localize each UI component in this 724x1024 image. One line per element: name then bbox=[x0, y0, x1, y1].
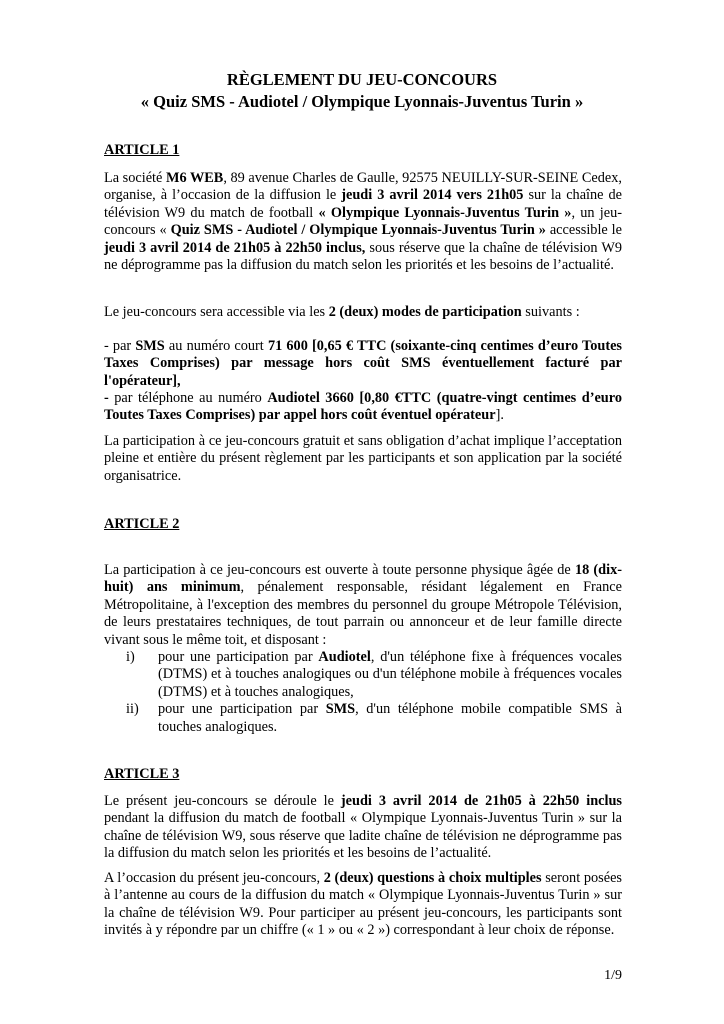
article-2-heading: ARTICLE 2 bbox=[104, 516, 180, 532]
bold-text-run: jeudi 3 avril 2014 de 21h05 à 22h50 inclus bbox=[340, 793, 622, 809]
article-3-heading: ARTICLE 3 bbox=[104, 766, 180, 782]
text-run: pendant la diffusion du match de football « Olympique Lyonnais-Juventus Turin » sur la chaîne de télévision W9, sous réserve que ladite chaîne de télévision ne déprogramme pas la diffusion du match selon les priorités et les besoins de l’actualité. bbox=[104, 810, 622, 862]
bold-text-run: 2 (deux) questions à choix multiples bbox=[323, 870, 542, 886]
text-run: , 89 avenue Charles de Gaulle, 92575 NEUILLY-SUR-SEINE Cedex, organise, à l’occasion de la diffusion le bbox=[104, 170, 622, 204]
page-number: 1/9 bbox=[604, 968, 622, 983]
document-subtitle: « Quiz SMS - Audiotel / Olympique Lyonnais-Juventus Turin » bbox=[140, 92, 584, 111]
text-run: Le présent jeu-concours se déroule le bbox=[104, 793, 341, 809]
bold-text-run: SMS bbox=[135, 338, 165, 354]
article-1-audiotel-mode bbox=[104, 390, 622, 425]
bold-text-run: Quiz SMS - Audiotel / Olympique Lyonnais-Juventus Turin » bbox=[170, 222, 546, 239]
article-1-heading: ARTICLE 1 bbox=[104, 142, 180, 158]
text-run: , pénalement responsable, résidant légalement en France Métropolitaine, à l'exception des membres du personnel du groupe Métropole Télévision, de leurs prestataires techniques, de tout parrain ou annonceur et de leur famille directe vivant sous le même toit, et disposant : bbox=[104, 579, 622, 648]
bold-text-run: - bbox=[104, 390, 109, 406]
text-run: La société bbox=[104, 170, 166, 186]
text-run: Le jeu-concours sera accessible via les bbox=[104, 304, 329, 320]
article-2-list bbox=[104, 649, 622, 736]
document-title: RÈGLEMENT DU JEU-CONCOURS bbox=[226, 70, 498, 89]
text-run: au numéro court bbox=[164, 338, 268, 354]
bold-text-run: jeudi 3 avril 2014 vers 21h05 bbox=[341, 187, 524, 204]
list-item-number: i) bbox=[126, 649, 135, 665]
text-run: sur la chaîne de télévision W9 du match de football bbox=[104, 187, 622, 221]
list-item bbox=[104, 701, 622, 736]
text-run: La participation à ce jeu-concours est ouverte à toute personne physique âgée de bbox=[104, 562, 575, 578]
article-1-paragraph bbox=[104, 170, 622, 274]
bold-text-run: 2 (deux) modes de participation bbox=[328, 304, 522, 320]
text-run: suivants : bbox=[521, 304, 580, 320]
article-1-modes-intro bbox=[104, 304, 622, 321]
text-run: sous réserve que la chaîne de télévision W9 ne déprogramme pas la diffusion du match selon les priorités et les besoins de l’actualité. bbox=[104, 239, 622, 274]
article-3-questions bbox=[104, 870, 622, 940]
list-item-text bbox=[158, 649, 622, 700]
text-run: , d'un téléphone mobile compatible SMS à touches analogiques. bbox=[158, 701, 622, 735]
list-item-text bbox=[158, 701, 622, 734]
article-3-paragraph bbox=[104, 793, 622, 863]
bold-text-run: « Olympique Lyonnais-Juventus Turin » bbox=[318, 204, 572, 221]
text-run: , un jeu-concours « bbox=[104, 204, 622, 239]
article-1-acceptance bbox=[104, 433, 622, 485]
text-run: ]. bbox=[495, 407, 504, 424]
list-item bbox=[104, 649, 622, 701]
text-run: - par bbox=[104, 338, 136, 354]
text-run: accessible le bbox=[545, 222, 622, 239]
text-run: par téléphone au numéro bbox=[108, 390, 268, 406]
bold-text-run: Audiotel 3660 [0,80 €TTC (quatre-vingt centimes d’euro Toutes Taxes Comprises) par appel hors coût éventuel opérateur bbox=[104, 390, 622, 424]
list-item-number: ii) bbox=[126, 701, 139, 718]
text-run: pour une participation par bbox=[158, 649, 319, 665]
bold-text-run: M6 WEB bbox=[165, 170, 224, 186]
bold-text-run: Audiotel bbox=[318, 649, 371, 665]
bold-text-run: jeudi 3 avril 2014 de 21h05 à 22h50 inclus, bbox=[104, 239, 366, 256]
article-2-paragraph bbox=[104, 562, 622, 649]
bold-text-run: SMS bbox=[325, 701, 356, 718]
bold-text-run: 18 (dix-huit) ans minimum bbox=[104, 562, 622, 596]
text-run: pour une participation par bbox=[158, 701, 326, 718]
text-run: , d'un téléphone fixe à fréquences vocales (DTMS) et à touches analogiques ou d'un téléphone mobile à fréquences vocales (DTMS) et à touches analogiques, bbox=[158, 649, 622, 700]
bold-text-run: 71 600 [0,65 € TTC (soixante-cinq centimes d’euro Toutes Taxes Comprises) par message hors coût SMS éventuellement facturé par l'opérateur], bbox=[104, 338, 622, 389]
text-run: La participation à ce jeu-concours gratuit et sans obligation d’achat implique l’acceptation pleine et entière du présent règlement par les participants et son application par la société organisatrice. bbox=[104, 433, 622, 484]
text-run: A l’occasion du présent jeu-concours, bbox=[104, 870, 324, 886]
article-1-sms-mode bbox=[104, 338, 622, 390]
text-run: seront posées à l’antenne au cours de la diffusion du match « Olympique Lyonnais-Juventus Turin » sur la chaîne de télévision W9. Pour participer au présent jeu-concours, les participants sont invités à y répondre par un chiffre (« 1 » ou « 2 ») correspondant à leur choix de réponse. bbox=[104, 870, 622, 939]
